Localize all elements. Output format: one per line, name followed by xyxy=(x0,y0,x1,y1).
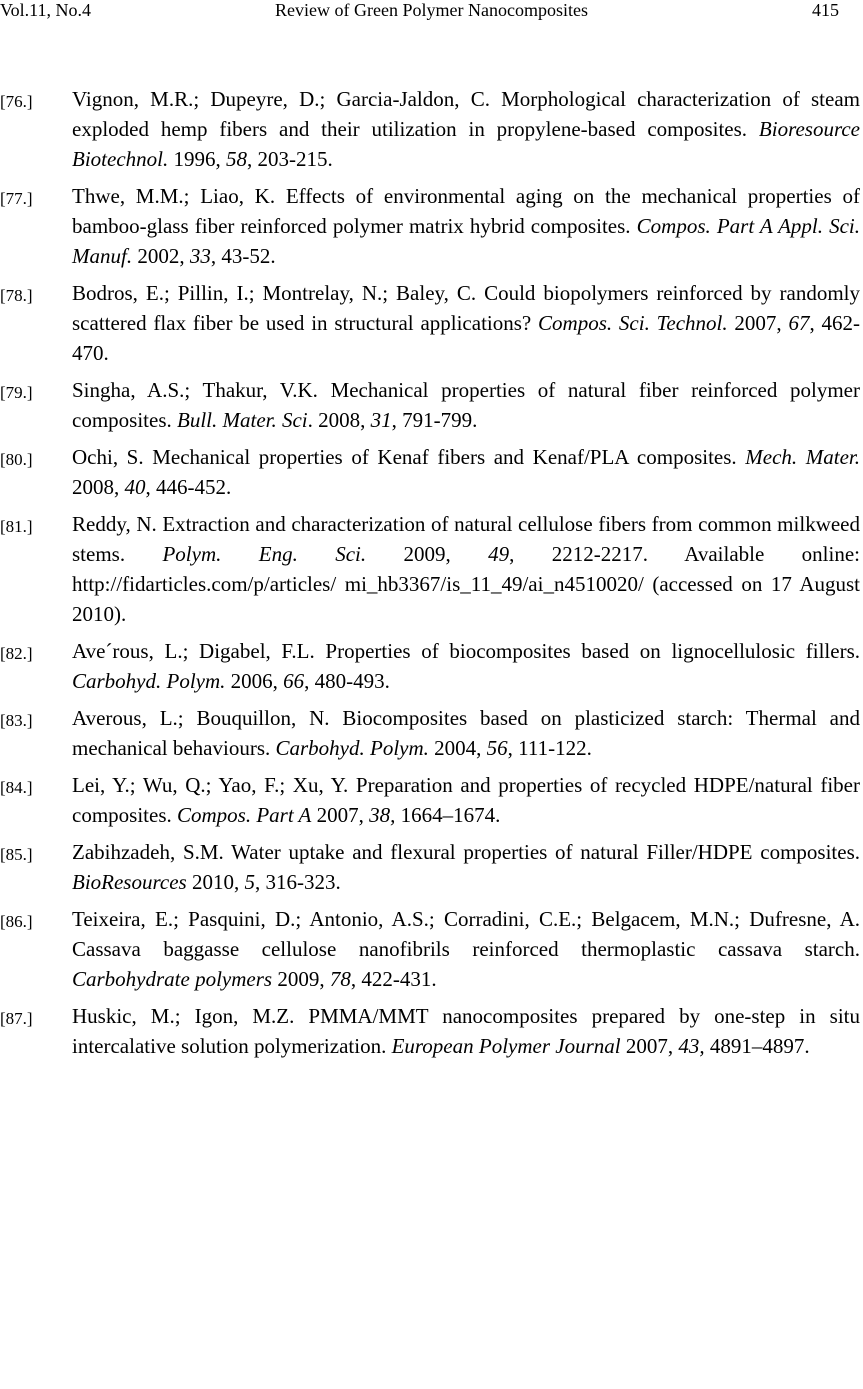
reference-pages: , 480-493. xyxy=(304,669,390,693)
reference-number: [86.] xyxy=(0,912,33,931)
reference-authors-title: Teixeira, E.; Pasquini, D.; Antonio, A.S.; Corradini, C.E.; Belgacem, M.N.; Dufresne, A. Cassava baggasse cellulose nanofibrils reinforced thermoplastic cassava starch. xyxy=(72,907,860,961)
reference-text xyxy=(72,904,860,994)
reference-year: 2002, xyxy=(132,244,190,268)
reference-item xyxy=(0,904,860,994)
reference-item xyxy=(0,837,860,897)
reference-number: [77.] xyxy=(0,189,33,208)
reference-text xyxy=(72,181,860,271)
reference-journal: Compos. Part A Appl. Sci. Manuf. xyxy=(72,214,861,268)
reference-journal: Mech. Mater. xyxy=(745,445,860,469)
reference-year: 2008, xyxy=(72,475,125,499)
reference-pages: , 446-452. xyxy=(145,475,232,499)
reference-number: [78.] xyxy=(0,286,33,305)
reference-volume: 38, xyxy=(369,803,396,827)
reference-volume: 67 xyxy=(788,311,810,335)
reference-number: [79.] xyxy=(0,383,33,402)
reference-year: 2007, xyxy=(311,803,370,827)
reference-year: 2007, xyxy=(727,311,789,335)
reference-year: . 2008, xyxy=(307,408,371,432)
reference-item xyxy=(0,770,860,830)
journal-volume: Vol.11, No.4 xyxy=(0,0,92,20)
reference-authors-title: Averous, L.; Bouquillon, N. Biocomposites based on plasticized starch: Thermal and mechanical behaviours. xyxy=(72,706,860,760)
reference-journal: Bioresource Biotechnol. xyxy=(72,117,860,171)
reference-volume: 5 xyxy=(244,870,255,894)
reference-number: [76.] xyxy=(0,92,33,111)
reference-authors-title: Thwe, M.M.; Liao, K. Effects of environmental aging on the mechanical properties of bamboo-glass fiber reinforced polymer matrix hybrid composites. xyxy=(72,184,860,238)
reference-authors-title: Ave´rous, L.; Digabel, F.L. Properties of biocomposites based on lignocellulosic fillers. xyxy=(72,639,860,663)
reference-authors-title: Lei, Y.; Wu, Q.; Yao, F.; Xu, Y. Preparation and properties of recycled HDPE/natural fiber composites. xyxy=(72,773,860,827)
reference-item xyxy=(0,636,860,696)
reference-text xyxy=(72,442,860,502)
reference-pages: 1664–1674. xyxy=(395,803,501,827)
reference-item xyxy=(0,442,860,502)
reference-item xyxy=(0,278,860,368)
reference-pages: , 2212-2217. Available online: http://fidarticles.com/p/articles/ mi_hb3367/is_11_49/ai_n4510020/ (accessed on 17 August 2010). xyxy=(72,542,860,626)
reference-volume: 43, xyxy=(678,1034,705,1058)
reference-item xyxy=(0,703,860,763)
reference-authors-title: Bodros, E.; Pillin, I.; Montrelay, N.; Baley, C. Could biopolymers reinforced by randomly scattered flax fiber be used in structural applications? xyxy=(72,281,860,335)
reference-text xyxy=(72,636,860,696)
reference-number: [84.] xyxy=(0,778,33,797)
reference-number: [82.] xyxy=(0,644,33,663)
reference-text xyxy=(72,1001,860,1061)
reference-text xyxy=(72,837,860,897)
reference-year: 2010, xyxy=(186,870,245,894)
reference-journal: Carbohyd. Polym. xyxy=(72,669,226,693)
running-title: Review of Green Polymer Nanocomposites xyxy=(275,0,588,20)
reference-item xyxy=(0,84,860,174)
reference-pages: , 111-122. xyxy=(507,736,592,760)
reference-journal: Carbohyd. Polym. xyxy=(275,736,429,760)
reference-journal: Compos. Part A xyxy=(177,803,312,827)
reference-item xyxy=(0,375,860,435)
reference-journal: Carbohydrate polymers xyxy=(72,967,273,991)
reference-pages: , 316-323. xyxy=(254,870,341,894)
page-number: 415 xyxy=(812,0,839,20)
reference-number: [81.] xyxy=(0,517,33,536)
reference-year: 2009, xyxy=(366,542,489,566)
reference-item xyxy=(0,181,860,271)
reference-number: [87.] xyxy=(0,1009,33,1028)
reference-year: 2004, xyxy=(428,736,487,760)
reference-number: [85.] xyxy=(0,845,33,864)
reference-journal: Compos. Sci. Technol. xyxy=(538,311,728,335)
reference-journal: European Polymer Journal xyxy=(391,1034,621,1058)
reference-pages: , 422-431. xyxy=(350,967,437,991)
reference-volume: 33 xyxy=(189,244,211,268)
reference-item xyxy=(0,1001,860,1061)
reference-text xyxy=(72,278,860,368)
reference-journal: Bull. Mater. Sci xyxy=(177,408,308,432)
reference-volume: 31 xyxy=(370,408,392,432)
reference-text xyxy=(72,375,860,435)
reference-authors-title: Zabihzadeh, S.M. Water uptake and flexural properties of natural Filler/HDPE composites. xyxy=(72,840,860,864)
reference-volume: 58 xyxy=(225,147,247,171)
reference-pages: , 462-470. xyxy=(72,311,860,365)
reference-pages: 4891–4897. xyxy=(704,1034,810,1058)
reference-item xyxy=(0,509,860,629)
reference-authors-title: Ochi, S. Mechanical properties of Kenaf fibers and Kenaf/PLA composites. xyxy=(72,445,746,469)
reference-pages: , 43-52. xyxy=(210,244,276,268)
reference-authors-title: Singha, A.S.; Thakur, V.K. Mechanical properties of natural fiber reinforced polymer composites. xyxy=(72,378,860,432)
reference-authors-title: Vignon, M.R.; Dupeyre, D.; Garcia-Jaldon, C. Morphological characterization of steam exploded hemp fibers and their utilization in propylene-based composites. xyxy=(72,87,860,141)
reference-text xyxy=(72,84,860,174)
reference-year: 2007, xyxy=(620,1034,679,1058)
reference-journal: Polym. Eng. Sci. xyxy=(162,542,367,566)
running-header xyxy=(0,0,863,24)
reference-number: [80.] xyxy=(0,450,33,469)
reference-number: [83.] xyxy=(0,711,33,730)
reference-pages: , 791-799. xyxy=(391,408,478,432)
reference-year: 2006, xyxy=(225,669,284,693)
reference-text xyxy=(72,770,860,830)
reference-volume: 49 xyxy=(488,542,510,566)
reference-authors-title: Reddy, N. Extraction and characterization of natural cellulose fibers from common milkweed stems. xyxy=(72,512,860,566)
reference-list xyxy=(0,84,863,1068)
reference-authors-title: Huskic, M.; Igon, M.Z. PMMA/MMT nanocomposites prepared by one-step in situ intercalative solution polymerization. xyxy=(72,1004,860,1058)
reference-year: 1996, xyxy=(168,147,226,171)
reference-text xyxy=(72,509,860,629)
reference-volume: 66 xyxy=(283,669,305,693)
reference-volume: 78 xyxy=(329,967,351,991)
reference-year: 2009, xyxy=(272,967,330,991)
reference-volume: 56 xyxy=(486,736,508,760)
reference-journal: BioResources xyxy=(72,870,187,894)
reference-pages: , 203-215. xyxy=(246,147,333,171)
reference-volume: 40 xyxy=(124,475,146,499)
reference-text xyxy=(72,703,860,763)
